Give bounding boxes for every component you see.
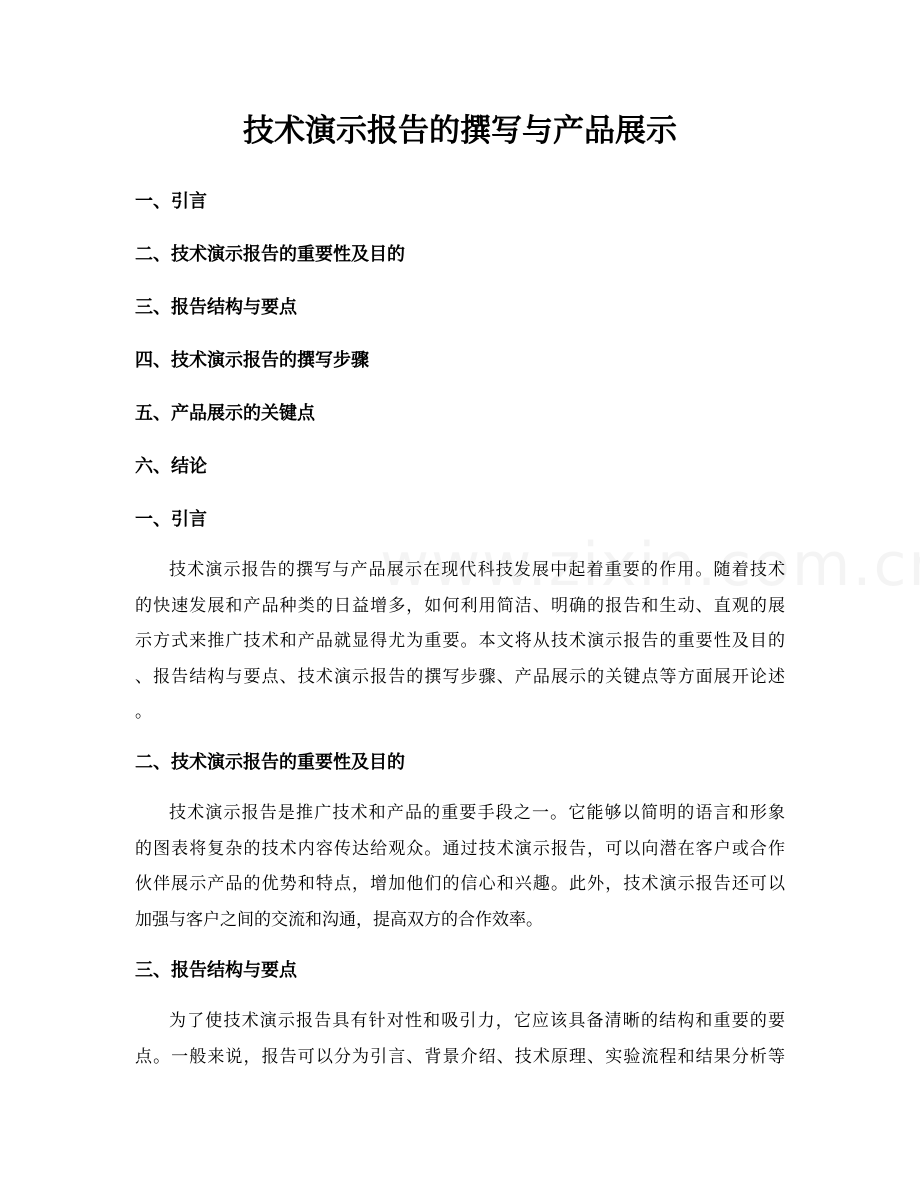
toc-item-importance: 二、技术演示报告的重要性及目的: [135, 244, 405, 265]
toc-item-intro: 一、引言: [135, 191, 207, 212]
paragraph-line: 、报告结构与要点、技术演示报告的撰写步骤、产品展示的关键点等方面展开论述: [135, 666, 785, 687]
paragraph-line: 为了使技术演示报告具有针对性和吸引力，它应该具备清晰的结构和重要的要: [169, 1011, 785, 1031]
paragraph-line: 示方式来推广技术和产品就显得尤为重要。本文将从技术演示报告的重要性及目的: [135, 631, 785, 651]
paragraph-line: 的图表将复杂的技术内容传达给观众。通过技术演示报告，可以向潜在客户或合作: [135, 838, 785, 859]
section-body-intro: [135, 553, 785, 731]
toc-item-conclusion: 六、结论: [135, 456, 207, 477]
section-body-importance: [135, 796, 785, 938]
section-body-structure: [135, 1004, 785, 1075]
paragraph-line: 。: [135, 702, 152, 722]
toc-item-steps: 四、技术演示报告的撰写步骤: [135, 350, 369, 371]
section-heading-importance: 二、技术演示报告的重要性及目的: [135, 752, 405, 773]
toc-item-structure: 三、报告结构与要点: [135, 297, 297, 318]
toc-item-product-display: 五、产品展示的关键点: [135, 403, 315, 424]
paragraph-line: 伙伴展示产品的优势和特点，增加他们的信心和兴趣。此外，技术演示报告还可以: [135, 874, 785, 894]
document-title: 技术演示报告的撰写与产品展示: [243, 113, 677, 149]
paragraph-line: 技术演示报告的撰写与产品展示在现代科技发展中起着重要的作用。随着技术: [169, 560, 785, 580]
paragraph-line: 点。一般来说，报告可以分为引言、背景介绍、技术原理、实验流程和结果分析等: [135, 1046, 785, 1067]
paragraph-line: 加强与客户之间的交流和沟通，提高双方的合作效率。: [135, 909, 543, 930]
paragraph-line: 的快速发展和产品种类的日益增多，如何利用简洁、明确的报告和生动、直观的展: [135, 595, 785, 616]
paragraph-line: 技术演示报告是推广技术和产品的重要手段之一。它能够以简明的语言和形象: [169, 803, 785, 823]
section-heading-intro: 一、引言: [135, 509, 207, 530]
section-heading-structure: 三、报告结构与要点: [135, 960, 297, 981]
